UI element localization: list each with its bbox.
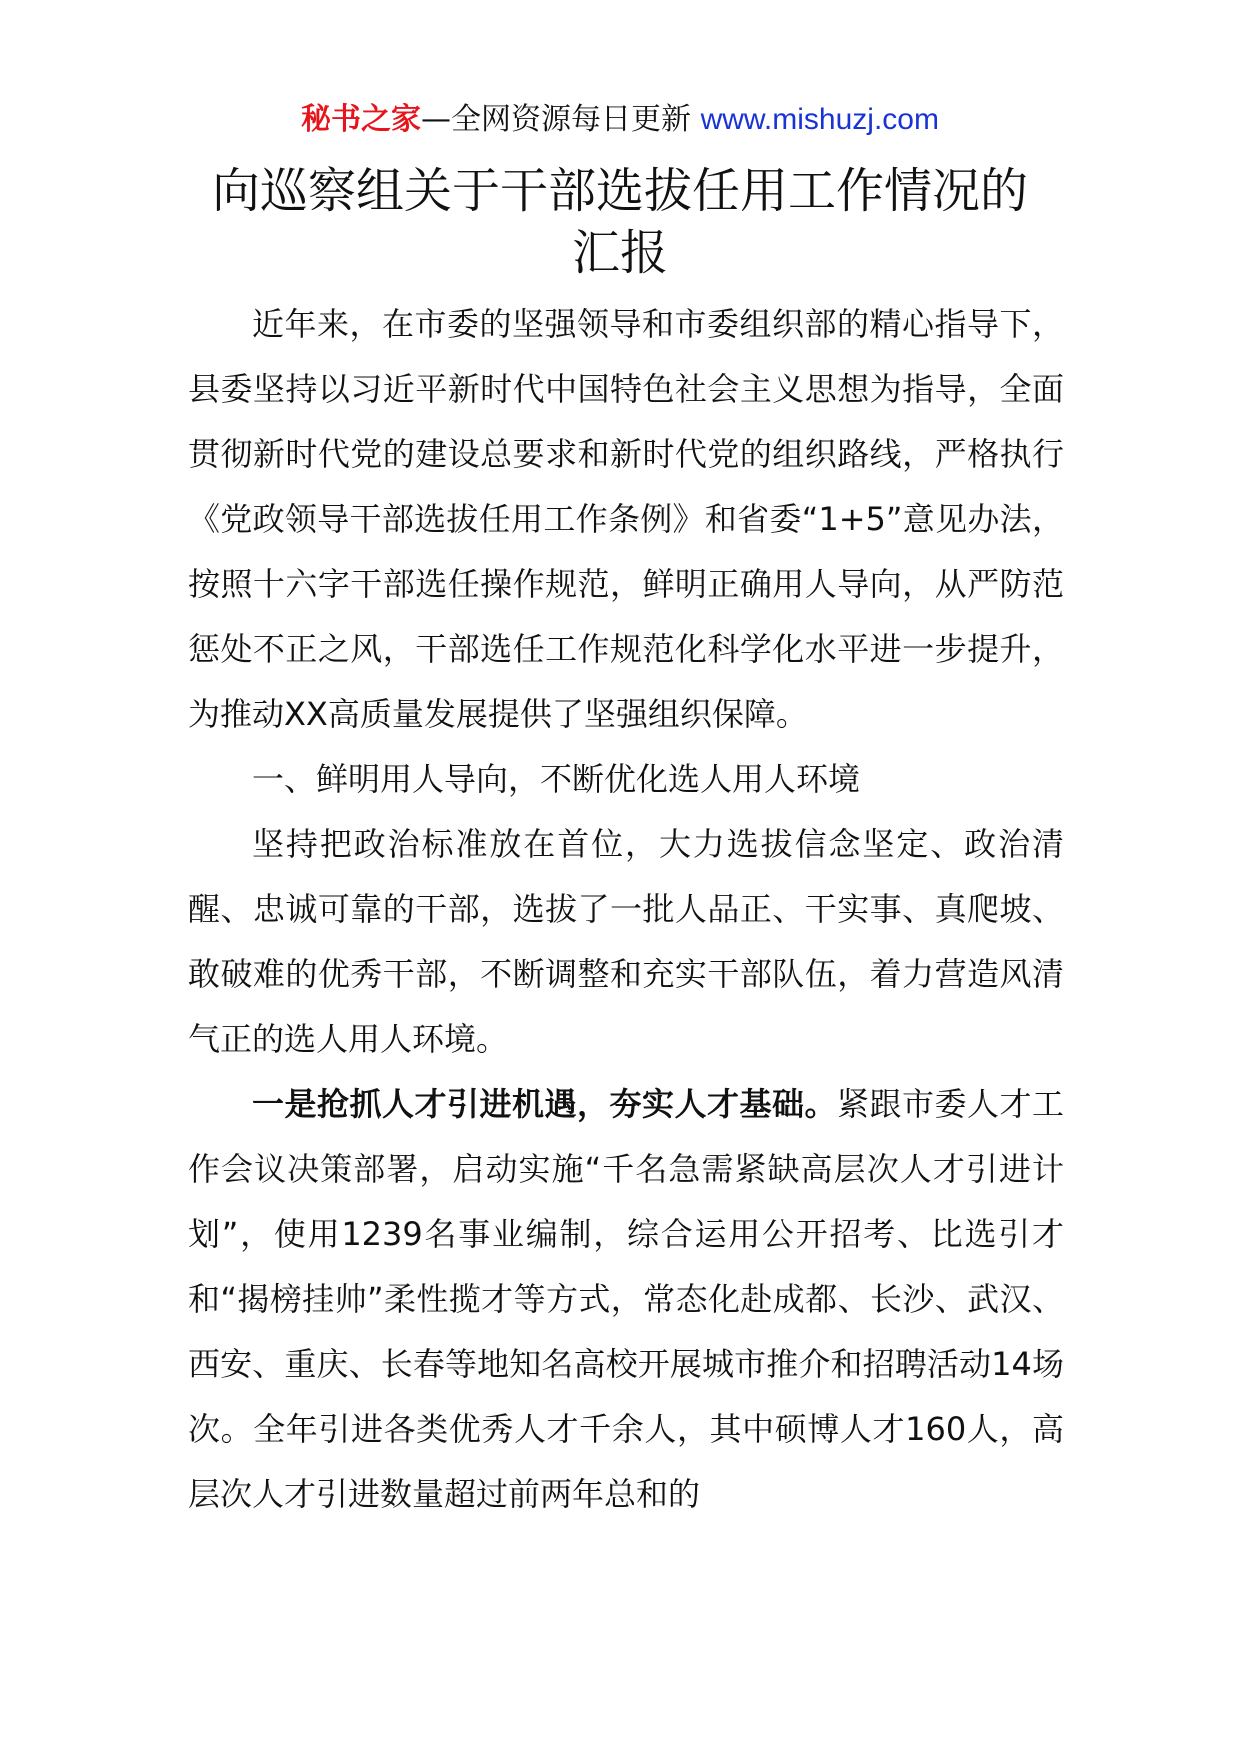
point-body: 紧跟市委人才工作会议决策部署，启动实施“千名急需紧缺高层次人才引进计划”，使用1239名事业编制，综合运用公开招考、比选引才和“揭榜挂帅”柔性揽才等方式，常态化赴成都、长沙、武汉、西安、重庆、长春等地知名高校开展城市推介和招聘活动14场次。全年引进各类优秀人才千余人，其中硕博人才160人，高层次人才引进数量超过前两年总和的 <box>188 1085 1064 1513</box>
website-link[interactable]: www.mishuzj.com <box>700 103 939 136</box>
intro-paragraph: 近年来，在市委的坚强领导和市委组织部的精心指导下，县委坚持以习近平新时代中国特色社会主义思想为指导，全面贯彻新时代党的建设总要求和新时代党的组织路线，严格执行《党政领导干部选拔任用工作条例》和省委“1+5”意见办法，按照十六字干部选任操作规范，鲜明正确用人导向，从严防范惩处不正之风，干部选任工作规范化科学化水平进一步提升，为推动XX高质量发展提供了坚强组织保障。 <box>188 305 1064 733</box>
header-slogan: —全网资源每日更新 <box>421 102 701 137</box>
document-body <box>188 292 1064 1527</box>
title-line-1: 向巡察组关于干部选拔任用工作情况的 <box>211 163 1028 219</box>
brand-name: 秘书之家 <box>301 102 422 137</box>
watermark-header <box>0 100 1240 140</box>
document-title <box>0 160 1240 284</box>
title-line-2: 汇报 <box>571 225 668 281</box>
point-lead: 一是抢抓人才引进机遇，夯实人才基础。 <box>252 1085 837 1123</box>
point-paragraph <box>188 1072 1064 1527</box>
section-paragraph: 坚持把政治标准放在首位，大力选拔信念坚定、政治清醒、忠诚可靠的干部，选拔了一批人品正、干实事、真爬坡、敢破难的优秀干部，不断调整和充实干部队伍，着力营造风清气正的选人用人环境。 <box>188 825 1064 1058</box>
section-heading: 一、鲜明用人导向，不断优化选人用人环境 <box>252 760 861 798</box>
